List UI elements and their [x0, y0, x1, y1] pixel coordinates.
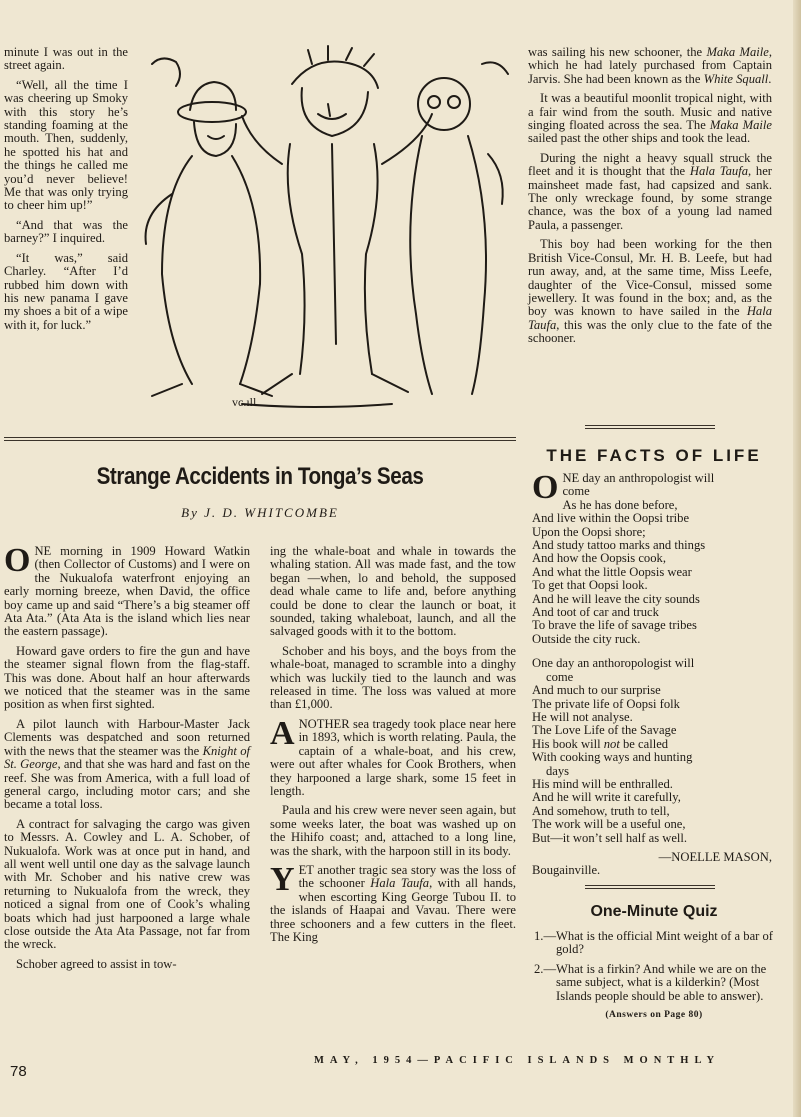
paragraph: A pilot launch with Harbour-Master Jack Clements was despatched and soon returned with the news that the steamer was the Knight of St. George, and that she was hard and fast on the reef. She was from America, with a full load of general cargo, including motor cars; and she became a total loss. [4, 716, 250, 812]
divider-rule [4, 437, 516, 438]
poem-line: come [562, 484, 590, 499]
divider-rule [585, 425, 715, 426]
drop-cap: A [270, 714, 295, 752]
poem-line: To brave the life of savage tribes [532, 618, 697, 633]
poem-line: His mind will be enthralled. [532, 776, 673, 791]
paragraph: Schober agreed to assist in tow- [16, 956, 177, 971]
paragraph: “And that was the barney?” I inquired. [4, 217, 128, 246]
poem-line: And what the little Oopsis wear [532, 564, 692, 579]
quiz-question: 1.—What is the official Mint weight of a bar of gold? [534, 929, 773, 957]
poem-line: And he will leave the city sounds [532, 591, 700, 606]
paragraph: “Well, all the time I was cheering up Smoky with this story he’s standing foaming at the mouth. Then, suddenly, he spotted his hat and the things he called me you’d never believe! Me that was only trying to cheer him up!” [4, 77, 128, 213]
paragraph: A contract for salvaging the cargo was given to Messrs. A. Cowley and L. A. Schober, of Nukualofa. Work was at once put in hand, and all went well until one day as the salvage launch with Mr. Schober and his native crew was returning to Nukualofa from the wreck, they noticed a signal from one of Cook’s whaling boats which had just harpooned a large whale close outside the Ata Ata Passage, not far from the wreck. [4, 816, 250, 952]
article-byline: By J. D. WHITCOMBE [181, 505, 339, 520]
quiz-title: One-Minute Quiz [590, 903, 718, 920]
article-headline: Strange Accidents in Tonga’s Seas [96, 463, 424, 490]
divider-rule [4, 440, 516, 441]
poem-line: days [546, 763, 570, 778]
poem-line: And toot of car and truck [532, 605, 659, 620]
poem-line: Outside the city ruck. [532, 631, 641, 646]
story-continuation-left [4, 46, 128, 338]
drop-cap: Y [270, 860, 295, 898]
poem-line: With cooking ways and hunting [532, 750, 693, 765]
poem-stanza [532, 469, 776, 646]
poem-line: And he will write it carefully, [532, 790, 681, 805]
quiz-question: 2.—What is a firkin? And while we are on the same subject, what is a kilderkin? (Most Islands people should be able to answer). [534, 961, 767, 1003]
poem-line: His book will not be called [532, 736, 669, 751]
divider-rule [585, 885, 715, 886]
drop-cap: O [4, 542, 31, 579]
paragraph: Paula and his crew were never seen again, but some weeks later, the boat was washed up on the Hihifo coast; and, attached to a long line, was the shark, with the harpoon still in its body. [270, 803, 516, 858]
paragraph: ing the whale-boat and whale in towards the whaling station. All was made fast, and the tow began —when, lo and behold, the supposed dead whale came to life and, before anything could be done to clear the launch or boat, it sounded, taking whaleboat, launch, and all the salvaged goods with it to the bottom. [270, 544, 516, 639]
paragraph: “It was,” said Charley. “After I’d rubbed him down with his new panama I gave my shoes a bit of a wipe with it, for luck.” [4, 250, 128, 332]
paragraph: was sailing his new schooner, the Maka Maile, which he had lately purchased from Captain Jarvis. She had been known as the White Squall. [528, 45, 772, 86]
poem-line: ONE day an anthropologist will [532, 469, 715, 506]
paragraph: minute I was out in the street again. [4, 45, 128, 73]
paragraph: YET another tragic sea story was the loss of the schooner Hala Taufa, with all hands, when escorting King George Tubou II. to the islands of Haapai and Vavau. There were three schooners and a few cutters in the fleet. The King [270, 860, 516, 944]
cartoon-crowd-drawing [132, 44, 516, 416]
illustration-signature: vc.ıll [232, 395, 257, 409]
poem-line: The private life of Oopsi folk [532, 696, 680, 711]
poem-title: THE FACTS OF LIFE [546, 446, 762, 465]
paragraph: ANOTHER sea tragedy took place near here in 1893, which is worth relating. Paula, the captain of a whale-boat, and his crew, were out after whales for Cook Brothers, when they harpooned a large shark, some 15 feet in length. [270, 714, 516, 798]
poem-line: And study tattoo marks and things [532, 538, 706, 553]
poem-line: And how the Oopsis cook, [532, 551, 666, 566]
paragraph: Howard gave orders to fire the gun and have the steamer signal flown from the flag-staff. This was done. About half an hour afterwards we noticed that the steamer was in the same position as when first sighted. [4, 643, 250, 712]
poem-line: As he has done before, [562, 497, 678, 512]
poem [532, 469, 776, 878]
poem-line: The Love Life of the Savage [532, 723, 677, 738]
poem-line: come [546, 669, 574, 684]
poem-line: And somehow, truth to tell, [532, 803, 670, 818]
article-column-1 [4, 542, 250, 977]
poem-line: But—it won’t sell half as well. [532, 830, 688, 845]
poem-line: He will not analyse. [532, 709, 633, 724]
quiz-answers-note: (Answers on Page 80) [605, 1010, 703, 1021]
poem-stanza [532, 657, 776, 845]
paragraph: This boy had been working for the then British Vice-Consul, Mr. H. B. Leefe, but had run away, and, at the same time, Miss Leefe, daughter of the Vice-Consul, missed some jewellery. It was found in the box; and, as the boy was known to have sailed in the Hala Taufa, this was the only clue to the fate of the schooner. [528, 237, 772, 346]
paragraph: Schober and his boys, and the boys from the whale-boat, managed to scramble into a dinghy which was luckily tied to the launch and was released in time. The loss was valued at more than £1,000. [270, 643, 516, 712]
poem-place: Bougainville. [532, 863, 601, 878]
page-edge [793, 0, 801, 1117]
divider-rule [585, 888, 715, 889]
poem-line: And live within the Oopsi tribe [532, 511, 690, 526]
poem-line: The work will be a useful one, [532, 817, 686, 832]
page-number: 78 [10, 1063, 27, 1080]
story-continuation-right [528, 46, 772, 352]
paragraph: During the night a heavy squall struck the fleet and it is thought that the Hala Taufa, her mainsheet made fast, had capsized and sank. The only wreckage found, by some strange chance, was the box of a young lad named Paula, a passenger. [528, 150, 772, 232]
poem-author: —NOELLE MASON, [658, 849, 772, 864]
poem-line: And much to our surprise [532, 683, 661, 698]
paragraph: ONE morning in 1909 Howard Watkin (then Collector of Customs) and I were on the Nukualofa waterfront enjoying an early morning breeze, when David, the office boy came up and said “There’s a big steamer off Ata Ata.” (Ata Ata is the island which lies near the eastern passage). [4, 542, 250, 639]
poem-line: One day an anthoropologist will [532, 656, 695, 671]
poem-line: To get that Oopsi look. [532, 578, 648, 593]
poem-line: Upon the Oopsi shore; [532, 524, 646, 539]
quiz [534, 930, 774, 1022]
drop-cap: O [532, 469, 559, 506]
cartoon-illustration [132, 44, 516, 416]
paragraph: It was a beautiful moonlit tropical night, with a fair wind from the south. Music and native singing floated across the sea. The Maka Maile sailed past the other ships and took the lead. [528, 91, 772, 146]
running-footer: MAY, 1954—PACIFIC ISLANDS MONTHLY [314, 1055, 721, 1066]
divider-rule [585, 428, 715, 429]
article-column-2 [270, 545, 516, 950]
